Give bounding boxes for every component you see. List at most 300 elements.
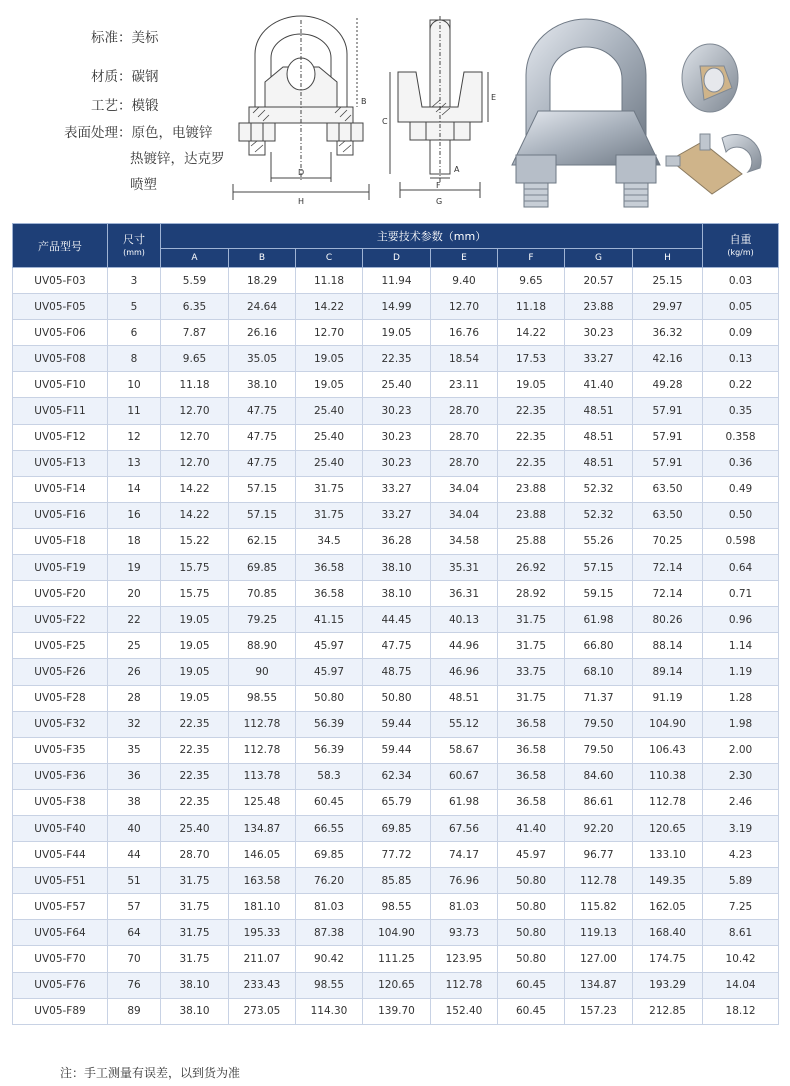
table-cell: 106.43 xyxy=(633,737,703,763)
table-cell: 2.46 xyxy=(703,789,779,815)
table-cell: 0.71 xyxy=(703,581,779,607)
table-cell: 16.76 xyxy=(431,320,498,346)
table-cell: 8 xyxy=(108,346,161,372)
standard-label: 标准： xyxy=(91,30,132,46)
table-cell: 57 xyxy=(108,894,161,920)
table-cell: 31.75 xyxy=(498,607,565,633)
table-cell: UV05-F12 xyxy=(13,424,108,450)
header-params: 主要技术参数（mm） xyxy=(161,224,703,249)
table-cell: 25.88 xyxy=(498,528,565,554)
table-cell: 69.85 xyxy=(363,815,431,841)
front-label-h: H xyxy=(298,197,305,206)
table-cell: 19.05 xyxy=(296,372,363,398)
table-row xyxy=(13,737,779,763)
table-cell: 31.75 xyxy=(498,633,565,659)
table-cell: 1.14 xyxy=(703,633,779,659)
table-cell: 11.94 xyxy=(363,268,431,294)
table-cell: 104.90 xyxy=(363,920,431,946)
table-cell: 112.78 xyxy=(229,711,296,737)
table-cell: 2.00 xyxy=(703,737,779,763)
table-cell: 36.28 xyxy=(363,528,431,554)
table-cell: 23.88 xyxy=(498,502,565,528)
table-cell: 36.58 xyxy=(498,711,565,737)
table-cell: 98.55 xyxy=(363,894,431,920)
table-cell: 22.35 xyxy=(498,450,565,476)
table-cell: 41.40 xyxy=(498,815,565,841)
table-cell: 64 xyxy=(108,920,161,946)
table-cell: 146.05 xyxy=(229,842,296,868)
table-cell: 41.40 xyxy=(565,372,633,398)
material-row xyxy=(91,65,159,85)
surface-row-2 xyxy=(130,147,225,167)
table-cell: 19.05 xyxy=(161,633,229,659)
table-cell: UV05-F38 xyxy=(13,789,108,815)
table-cell: 25 xyxy=(108,633,161,659)
table-row xyxy=(13,711,779,737)
table-row xyxy=(13,398,779,424)
table-cell: 36.32 xyxy=(633,320,703,346)
table-cell: UV05-F44 xyxy=(13,842,108,868)
table-row xyxy=(13,372,779,398)
table-cell: 112.78 xyxy=(229,737,296,763)
table-cell: 120.65 xyxy=(363,972,431,998)
table-cell: 51 xyxy=(108,868,161,894)
table-row xyxy=(13,815,779,841)
table-cell: UV05-F19 xyxy=(13,555,108,581)
table-cell: 48.75 xyxy=(363,659,431,685)
table-cell: 133.10 xyxy=(633,842,703,868)
table-cell: UV05-F28 xyxy=(13,685,108,711)
table-cell: 33.75 xyxy=(498,659,565,685)
table-cell: 41.15 xyxy=(296,607,363,633)
table-row xyxy=(13,320,779,346)
table-cell: 32 xyxy=(108,711,161,737)
table-cell: 25.40 xyxy=(296,424,363,450)
table-cell: 11 xyxy=(108,398,161,424)
table-cell: 57.15 xyxy=(565,555,633,581)
table-cell: 125.48 xyxy=(229,789,296,815)
surface-value-line2: 热镀锌，达克罗 xyxy=(130,151,225,167)
table-cell: 61.98 xyxy=(431,789,498,815)
table-cell: 9.65 xyxy=(161,346,229,372)
table-cell: 14 xyxy=(108,476,161,502)
table-cell: 36.58 xyxy=(296,581,363,607)
table-cell: 44.96 xyxy=(431,633,498,659)
table-cell: 0.598 xyxy=(703,528,779,554)
table-cell: 168.40 xyxy=(633,920,703,946)
table-cell: 90 xyxy=(229,659,296,685)
table-cell: 28.92 xyxy=(498,581,565,607)
table-cell: UV05-F13 xyxy=(13,450,108,476)
table-cell: 9.65 xyxy=(498,268,565,294)
side-label-g: G xyxy=(436,197,443,206)
table-row xyxy=(13,659,779,685)
standard-value: 美标 xyxy=(131,30,159,46)
table-cell: 181.10 xyxy=(229,894,296,920)
table-cell: 15.75 xyxy=(161,581,229,607)
process-row xyxy=(91,94,159,114)
table-cell: 26.92 xyxy=(498,555,565,581)
table-cell: 52.32 xyxy=(565,502,633,528)
table-cell: 31.75 xyxy=(161,946,229,972)
table-cell: 62.15 xyxy=(229,528,296,554)
table-cell: 68.10 xyxy=(565,659,633,685)
table-cell: 59.44 xyxy=(363,737,431,763)
table-row xyxy=(13,607,779,633)
table-cell: 52.32 xyxy=(565,476,633,502)
table-cell: 84.60 xyxy=(565,763,633,789)
side-view-drawing xyxy=(370,12,505,207)
table-cell: 47.75 xyxy=(229,398,296,424)
table-row xyxy=(13,528,779,554)
table-cell: 19.05 xyxy=(296,346,363,372)
table-cell: 57.15 xyxy=(229,502,296,528)
table-row xyxy=(13,581,779,607)
table-cell: 28 xyxy=(108,685,161,711)
table-cell: UV05-F35 xyxy=(13,737,108,763)
table-cell: 74.17 xyxy=(431,842,498,868)
table-cell: 6 xyxy=(108,320,161,346)
table-cell: 28.70 xyxy=(161,842,229,868)
table-cell: 36.58 xyxy=(498,763,565,789)
table-cell: 34.04 xyxy=(431,476,498,502)
table-cell: 25.40 xyxy=(161,815,229,841)
table-cell: 26.16 xyxy=(229,320,296,346)
table-cell: 17.53 xyxy=(498,346,565,372)
table-cell: 134.87 xyxy=(229,815,296,841)
table-row xyxy=(13,555,779,581)
table-cell: UV05-F11 xyxy=(13,398,108,424)
table-cell: 45.97 xyxy=(296,659,363,685)
table-cell: 65.79 xyxy=(363,789,431,815)
table-row xyxy=(13,633,779,659)
table-cell: UV05-F22 xyxy=(13,607,108,633)
table-cell: UV05-F05 xyxy=(13,294,108,320)
spec-block xyxy=(0,0,240,220)
table-cell: 15.22 xyxy=(161,528,229,554)
table-cell: 15.75 xyxy=(161,555,229,581)
table-cell: 31.75 xyxy=(296,502,363,528)
table-cell: 57.91 xyxy=(633,424,703,450)
spec-table xyxy=(12,223,779,1025)
table-cell: 38.10 xyxy=(161,998,229,1024)
table-cell: 13 xyxy=(108,450,161,476)
table-cell: 40 xyxy=(108,815,161,841)
table-cell: UV05-F26 xyxy=(13,659,108,685)
table-cell: 19.05 xyxy=(498,372,565,398)
table-cell: 34.04 xyxy=(431,502,498,528)
side-label-c: C xyxy=(382,117,388,126)
table-row xyxy=(13,868,779,894)
table-cell: 36.58 xyxy=(498,737,565,763)
table-cell: 20.57 xyxy=(565,268,633,294)
table-cell: 12.70 xyxy=(431,294,498,320)
table-cell: 31.75 xyxy=(498,685,565,711)
table-cell: 8.61 xyxy=(703,920,779,946)
table-cell: 87.38 xyxy=(296,920,363,946)
table-cell: 9.40 xyxy=(431,268,498,294)
table-cell: 50.80 xyxy=(498,868,565,894)
table-cell: 23.88 xyxy=(498,476,565,502)
table-cell: 36.58 xyxy=(498,789,565,815)
table-cell: 22.35 xyxy=(498,424,565,450)
table-row xyxy=(13,998,779,1024)
table-cell: 0.96 xyxy=(703,607,779,633)
table-cell: 50.80 xyxy=(498,920,565,946)
table-cell: 19.05 xyxy=(161,607,229,633)
table-cell: 49.28 xyxy=(633,372,703,398)
table-cell: 58.67 xyxy=(431,737,498,763)
surface-row xyxy=(64,121,213,141)
table-cell: UV05-F25 xyxy=(13,633,108,659)
table-cell: 44 xyxy=(108,842,161,868)
table-cell: 22.35 xyxy=(161,711,229,737)
wire-rope-clip-photo xyxy=(508,15,663,210)
table-cell: 233.43 xyxy=(229,972,296,998)
table-cell: 70 xyxy=(108,946,161,972)
table-cell: 174.75 xyxy=(633,946,703,972)
standard-row xyxy=(91,26,159,46)
table-cell: 2.30 xyxy=(703,763,779,789)
table-cell: 69.85 xyxy=(296,842,363,868)
table-cell: 86.61 xyxy=(565,789,633,815)
table-cell: 25.40 xyxy=(363,372,431,398)
table-cell: 36 xyxy=(108,763,161,789)
table-cell: 22.35 xyxy=(161,763,229,789)
table-cell: UV05-F89 xyxy=(13,998,108,1024)
table-cell: 0.35 xyxy=(703,398,779,424)
table-cell: 212.85 xyxy=(633,998,703,1024)
table-row xyxy=(13,268,779,294)
table-cell: 96.77 xyxy=(565,842,633,868)
table-cell: 31.75 xyxy=(161,894,229,920)
table-cell: 18.29 xyxy=(229,268,296,294)
table-cell: 33.27 xyxy=(363,502,431,528)
table-cell: 0.64 xyxy=(703,555,779,581)
table-cell: UV05-F08 xyxy=(13,346,108,372)
table-cell: UV05-F14 xyxy=(13,476,108,502)
table-cell: 57.91 xyxy=(633,398,703,424)
table-cell: 98.55 xyxy=(296,972,363,998)
table-cell: 14.22 xyxy=(161,476,229,502)
table-cell: 11.18 xyxy=(296,268,363,294)
table-row xyxy=(13,502,779,528)
table-cell: 0.36 xyxy=(703,450,779,476)
table-cell: 81.03 xyxy=(431,894,498,920)
table-cell: 104.90 xyxy=(633,711,703,737)
table-cell: UV05-F20 xyxy=(13,581,108,607)
table-cell: 114.30 xyxy=(296,998,363,1024)
table-cell: 33.27 xyxy=(363,476,431,502)
table-cell: 12.70 xyxy=(161,398,229,424)
table-cell: 85.85 xyxy=(363,868,431,894)
table-cell: 71.37 xyxy=(565,685,633,711)
header-col-b: B xyxy=(229,249,296,268)
table-header-row xyxy=(13,224,779,249)
table-cell: 92.20 xyxy=(565,815,633,841)
table-row xyxy=(13,972,779,998)
table-cell: 115.82 xyxy=(565,894,633,920)
table-cell: 134.87 xyxy=(565,972,633,998)
table-cell: 1.28 xyxy=(703,685,779,711)
table-cell: 60.45 xyxy=(498,998,565,1024)
table-cell: 18.12 xyxy=(703,998,779,1024)
table-cell: 139.70 xyxy=(363,998,431,1024)
table-cell: 66.55 xyxy=(296,815,363,841)
clip-detail-photo-2 xyxy=(662,128,767,200)
table-cell: 12.70 xyxy=(161,450,229,476)
surface-row-3 xyxy=(130,173,157,193)
table-cell: 88.14 xyxy=(633,633,703,659)
header-weight xyxy=(703,224,779,268)
table-cell: 57.91 xyxy=(633,450,703,476)
table-cell: 19.05 xyxy=(161,659,229,685)
table-cell: 60.45 xyxy=(498,972,565,998)
table-cell: 3 xyxy=(108,268,161,294)
table-cell: 10 xyxy=(108,372,161,398)
table-cell: 4.23 xyxy=(703,842,779,868)
table-cell: 0.09 xyxy=(703,320,779,346)
table-cell: 14.22 xyxy=(161,502,229,528)
table-cell: 127.00 xyxy=(565,946,633,972)
table-row xyxy=(13,424,779,450)
header-col-f: F xyxy=(498,249,565,268)
table-cell: UV05-F70 xyxy=(13,946,108,972)
table-cell: 29.97 xyxy=(633,294,703,320)
table-cell: 56.39 xyxy=(296,737,363,763)
table-row xyxy=(13,450,779,476)
table-cell: 72.14 xyxy=(633,581,703,607)
table-cell: 30.23 xyxy=(363,398,431,424)
table-cell: 48.51 xyxy=(431,685,498,711)
table-cell: 35 xyxy=(108,737,161,763)
table-cell: 38.10 xyxy=(363,581,431,607)
table-cell: 44.45 xyxy=(363,607,431,633)
table-cell: UV05-F32 xyxy=(13,711,108,737)
table-cell: 18.54 xyxy=(431,346,498,372)
table-cell: UV05-F16 xyxy=(13,502,108,528)
table-cell: 45.97 xyxy=(498,842,565,868)
header-size xyxy=(108,224,161,268)
table-cell: 34.58 xyxy=(431,528,498,554)
table-cell: 69.85 xyxy=(229,555,296,581)
table-row xyxy=(13,476,779,502)
table-cell: 0.13 xyxy=(703,346,779,372)
table-cell: 88.90 xyxy=(229,633,296,659)
table-cell: 38 xyxy=(108,789,161,815)
table-cell: 89 xyxy=(108,998,161,1024)
table-cell: 11.18 xyxy=(498,294,565,320)
table-row xyxy=(13,685,779,711)
table-cell: 5.89 xyxy=(703,868,779,894)
table-cell: 120.65 xyxy=(633,815,703,841)
process-value: 模锻 xyxy=(131,98,159,114)
table-cell: 163.58 xyxy=(229,868,296,894)
table-cell: 16 xyxy=(108,502,161,528)
table-cell: UV05-F51 xyxy=(13,868,108,894)
table-cell: 112.78 xyxy=(431,972,498,998)
header-size-unit: (mm) xyxy=(123,247,145,257)
table-cell: 14.04 xyxy=(703,972,779,998)
table-cell: 34.5 xyxy=(296,528,363,554)
table-cell: 22.35 xyxy=(498,398,565,424)
table-cell: 0.358 xyxy=(703,424,779,450)
table-cell: UV05-F36 xyxy=(13,763,108,789)
table-cell: 45.97 xyxy=(296,633,363,659)
table-cell: 62.34 xyxy=(363,763,431,789)
table-cell: 31.75 xyxy=(161,868,229,894)
table-cell: 91.19 xyxy=(633,685,703,711)
table-cell: 36.58 xyxy=(296,555,363,581)
table-cell: 50.80 xyxy=(296,685,363,711)
material-value: 碳钢 xyxy=(131,69,159,85)
table-cell: 77.72 xyxy=(363,842,431,868)
side-label-f: F xyxy=(436,181,441,190)
table-row xyxy=(13,789,779,815)
table-cell: 195.33 xyxy=(229,920,296,946)
table-cell: 47.75 xyxy=(363,633,431,659)
table-cell: 40.13 xyxy=(431,607,498,633)
table-cell: 30.23 xyxy=(363,450,431,476)
table-cell: UV05-F57 xyxy=(13,894,108,920)
table-cell: 80.26 xyxy=(633,607,703,633)
material-label: 材质： xyxy=(91,69,132,85)
table-cell: 162.05 xyxy=(633,894,703,920)
table-cell: 19.05 xyxy=(363,320,431,346)
table-cell: 33.27 xyxy=(565,346,633,372)
table-cell: 38.10 xyxy=(363,555,431,581)
table-cell: 66.80 xyxy=(565,633,633,659)
table-cell: 7.87 xyxy=(161,320,229,346)
table-cell: 30.23 xyxy=(565,320,633,346)
footnote: 注：手工测量有误差，以到货为准 xyxy=(60,1066,241,1080)
table-cell: 119.13 xyxy=(565,920,633,946)
table-cell: 55.12 xyxy=(431,711,498,737)
table-cell: 47.75 xyxy=(229,450,296,476)
table-cell: 123.95 xyxy=(431,946,498,972)
table-cell: 1.19 xyxy=(703,659,779,685)
table-row xyxy=(13,842,779,868)
table-cell: 63.50 xyxy=(633,502,703,528)
table-cell: 152.40 xyxy=(431,998,498,1024)
table-cell: 59.44 xyxy=(363,711,431,737)
table-cell: 273.05 xyxy=(229,998,296,1024)
table-cell: 22.35 xyxy=(161,737,229,763)
table-cell: 149.35 xyxy=(633,868,703,894)
table-row xyxy=(13,346,779,372)
table-cell: 79.25 xyxy=(229,607,296,633)
surface-value-line1: 原色，电镀锌 xyxy=(131,125,213,141)
table-cell: 110.38 xyxy=(633,763,703,789)
table-cell: 23.11 xyxy=(431,372,498,398)
table-cell: 25.15 xyxy=(633,268,703,294)
table-cell: 5.59 xyxy=(161,268,229,294)
table-cell: UV05-F03 xyxy=(13,268,108,294)
table-cell: 35.31 xyxy=(431,555,498,581)
table-cell: 14.22 xyxy=(498,320,565,346)
table-cell: 157.23 xyxy=(565,998,633,1024)
table-cell: 35.05 xyxy=(229,346,296,372)
table-cell: 89.14 xyxy=(633,659,703,685)
table-cell: 28.70 xyxy=(431,450,498,476)
side-label-a: A xyxy=(454,165,460,174)
table-cell: 12 xyxy=(108,424,161,450)
table-cell: 61.98 xyxy=(565,607,633,633)
table-cell: 81.03 xyxy=(296,894,363,920)
surface-value-line3: 喷塑 xyxy=(130,177,157,193)
table-cell: 48.51 xyxy=(565,398,633,424)
table-row xyxy=(13,894,779,920)
